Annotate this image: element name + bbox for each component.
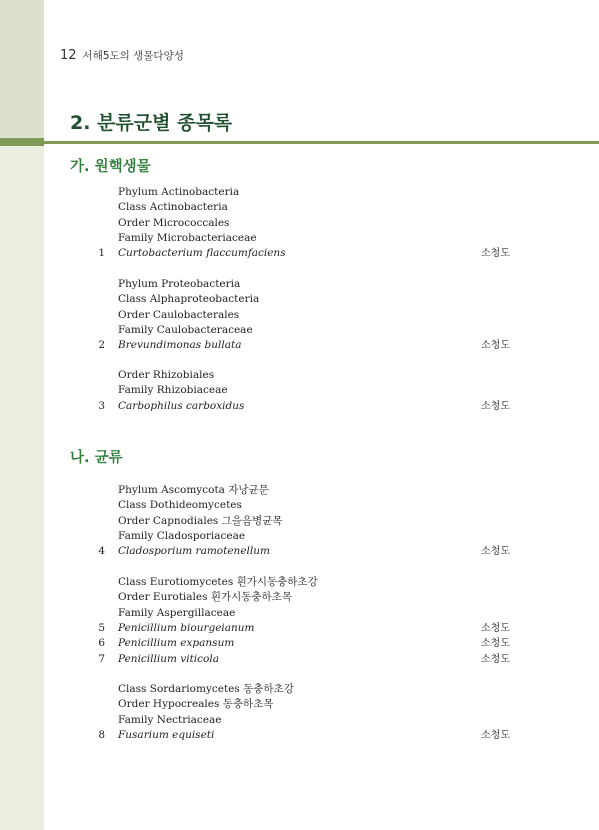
taxon-row (0, 606, 599, 621)
species-name: Carbophilus carboxidus (118, 399, 245, 412)
taxon-row (0, 514, 599, 529)
taxon-label: Order Hypocreales 동충하초목 (118, 698, 274, 711)
taxon-row (0, 529, 599, 544)
species-number: 1 (98, 247, 105, 260)
species-row (0, 338, 599, 353)
taxon-row (0, 697, 599, 712)
taxon-label: Family Cladosporiaceae (118, 529, 246, 542)
taxon-label: Class Eurotiomycetes 흰가시동충하초강 (118, 576, 318, 588)
taxon-row (0, 575, 599, 590)
species-name: Curtobacterium flaccumfaciens (118, 247, 286, 260)
section-heading: 나. 균류 (70, 450, 123, 466)
species-number: 2 (98, 339, 105, 352)
species-location: 소청도 (481, 400, 510, 412)
taxon-label: Class Alphaproteobacteria (118, 293, 260, 306)
book-title: 서해5도의 생물다양성 (82, 50, 184, 62)
species-number: 8 (98, 728, 105, 741)
species-row (0, 246, 599, 261)
species-location: 소청도 (481, 248, 510, 260)
species-row (0, 652, 599, 667)
taxon-row (0, 498, 599, 513)
species-name: Penicillium expansum (118, 637, 235, 650)
species-location: 소청도 (481, 653, 510, 665)
species-row (0, 399, 599, 414)
species-number: 3 (98, 399, 105, 412)
taxon-label: Phylum Proteobacteria (118, 278, 241, 290)
taxon-label: Class Actinobacteria (118, 201, 228, 214)
taxon-row (0, 713, 599, 728)
species-name: Brevundimonas bullata (118, 339, 242, 352)
taxon-label: Family Rhizobiaceae (118, 384, 228, 397)
taxon-row (0, 292, 599, 307)
taxon-row (0, 185, 599, 200)
taxon-label: Family Nectriaceae (118, 713, 222, 726)
species-number: 4 (98, 545, 105, 558)
divider-line (44, 141, 599, 144)
species-name: Penicillium viticola (118, 652, 219, 665)
side-strip-top (0, 0, 44, 138)
taxon-row (0, 682, 599, 697)
taxon-row (0, 368, 599, 383)
taxon-row (0, 483, 599, 498)
taxon-label: Phylum Ascomycota 자낭균문 (118, 484, 269, 496)
section-heading: 가. 원핵생물 (70, 159, 151, 175)
taxon-row (0, 323, 599, 338)
species-row (0, 728, 599, 743)
taxon-row (0, 200, 599, 215)
taxon-label: Order Rhizobiales (118, 369, 215, 381)
taxon-row (0, 277, 599, 292)
taxon-row (0, 383, 599, 398)
taxon-label: Class Sordariomycetes 동충하초강 (118, 683, 294, 695)
taxon-label: Order Caulobacterales (118, 308, 240, 321)
species-location: 소청도 (481, 622, 510, 634)
taxon-label: Order Capnodiales 그을음병균목 (118, 514, 283, 527)
species-row (0, 544, 599, 559)
species-location: 소청도 (481, 546, 510, 558)
taxon-label: Phylum Actinobacteria (118, 186, 240, 198)
species-number: 6 (98, 637, 105, 650)
species-name: Cladosporium ramotenellum (118, 545, 270, 558)
side-band (0, 138, 44, 146)
taxon-row (0, 308, 599, 323)
taxon-label: Family Aspergillaceae (118, 606, 236, 619)
species-location: 소청도 (481, 729, 510, 741)
species-row (0, 621, 599, 636)
page-number: 12 (60, 48, 77, 63)
species-number: 7 (98, 652, 105, 665)
taxon-row (0, 590, 599, 605)
running-header (60, 48, 184, 63)
taxon-label: Order Eurotiales 흰가시동충하초목 (118, 591, 292, 604)
species-name: Penicillium biourgeianum (118, 621, 255, 634)
taxon-label: Order Micrococcales (118, 216, 230, 229)
species-name: Fusarium equiseti (118, 728, 215, 741)
page-title: 2. 분류군별 종목록 (70, 112, 233, 134)
species-row (0, 636, 599, 651)
species-location: 소청도 (481, 340, 510, 352)
species-location: 소청도 (481, 638, 510, 650)
taxon-label: Family Microbacteriaceae (118, 231, 257, 244)
taxon-row (0, 216, 599, 231)
taxon-label: Family Caulobacteraceae (118, 323, 253, 336)
taxon-row (0, 231, 599, 246)
taxon-label: Class Dothideomycetes (118, 499, 242, 512)
species-number: 5 (98, 621, 105, 634)
